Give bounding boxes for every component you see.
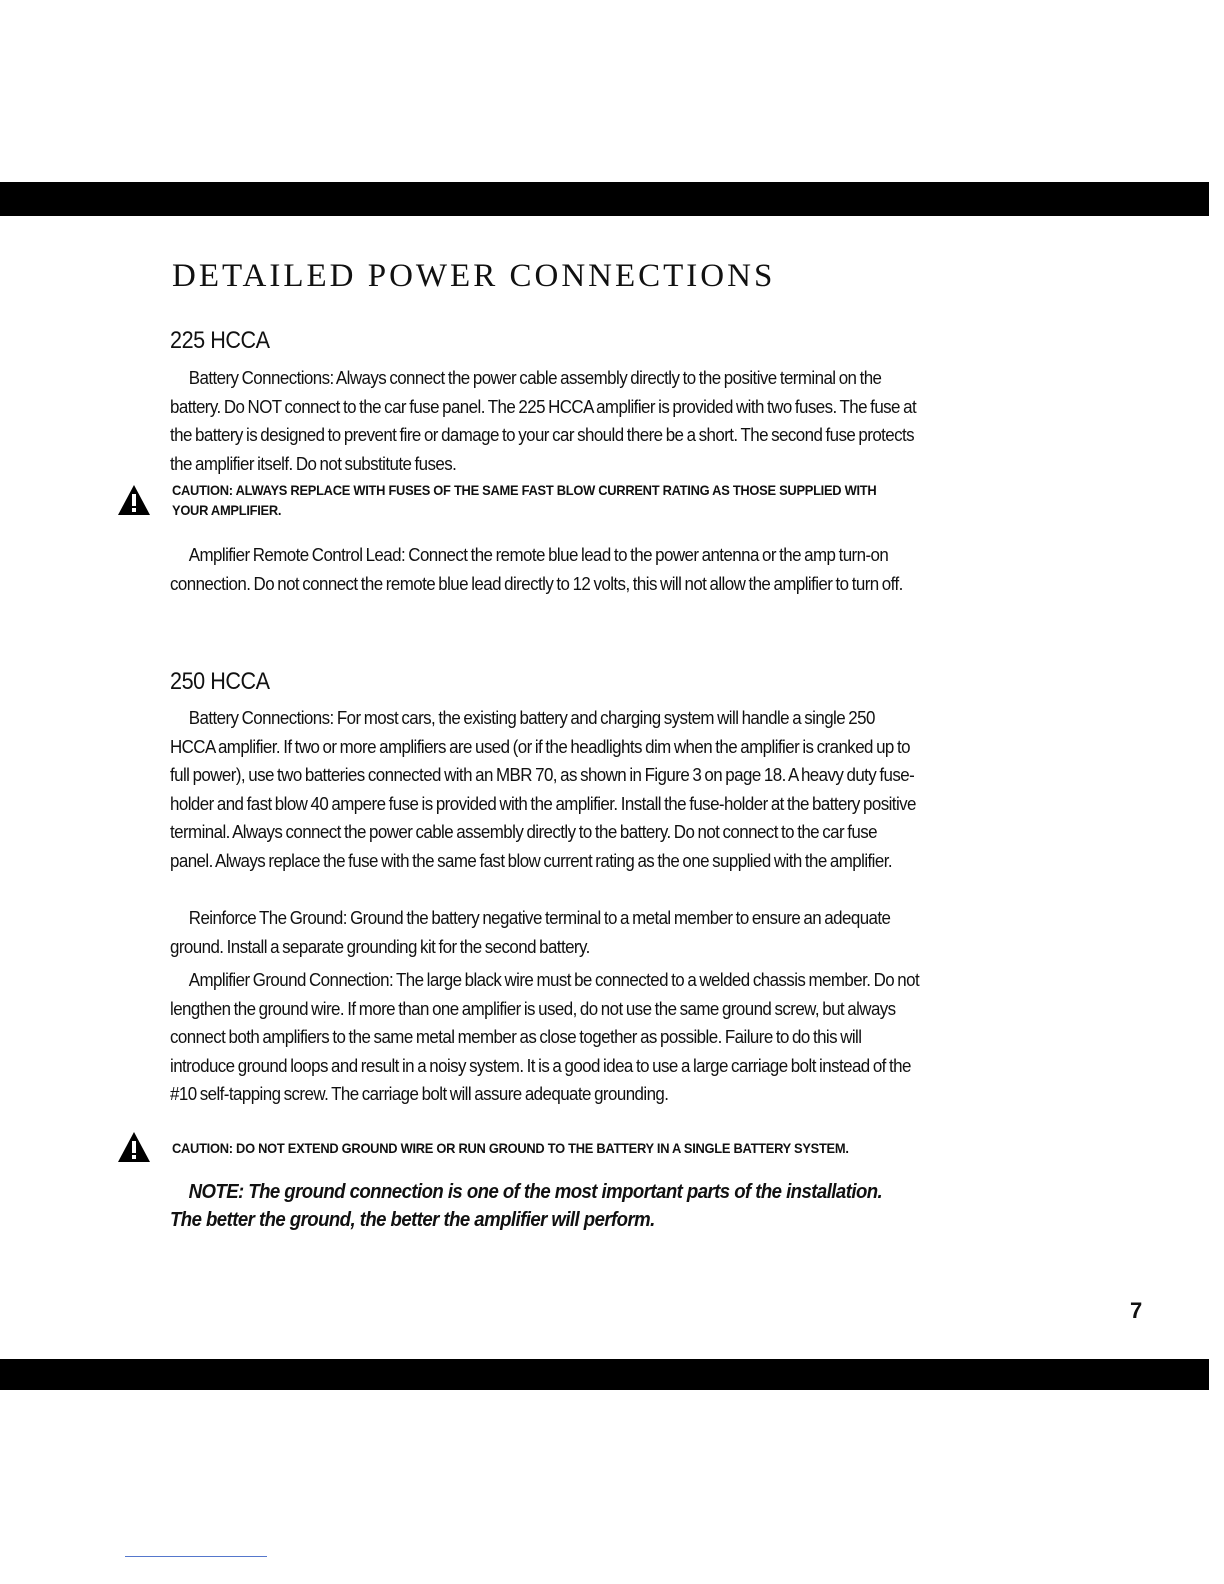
top-black-bar xyxy=(0,182,1209,216)
note-ground-connection: NOTE: The ground connection is one of the most important parts of the installation. The better the ground, the better the amplifier will perform. xyxy=(170,1181,883,1231)
paragraph-250-ground-connection: Amplifier Ground Connection: The large black wire must be connected to a welded chassis member. Do not lengthen the ground wire. If more than one amplifier is used, do not use the same ground screw, but always connect both amplifiers to the same metal member as close together as possible. Failure to do this will introduce ground loops and result in a noisy system. It is a good idea to use a large carriage bolt instead of the #10 self-tapping screw. The carriage bolt will assure adequate grounding. xyxy=(170,970,920,1104)
page-number: 7 xyxy=(1130,1298,1143,1323)
bottom-black-bar xyxy=(0,1359,1209,1390)
paragraph-250-battery-connections: Battery Connections: For most cars, the existing battery and charging system will handle a single 250 HCCA amplifier. If two or more amplifiers are used (or if the headlights dim when the amplifier is cranked up to full power), use two batteries connected with an MBR 70, as shown in Figure 3 on page 18. A heavy duty fuse-holder and fast blow 40 ampere fuse is provided with the amplifier. Install the fuse-holder at the battery positive terminal. Always connect the power cable assembly directly to the battery. Do not connect to the car fuse panel. Always replace the fuse with the same fast blow current rating as the one supplied with the amplifier. xyxy=(170,708,916,871)
warning-triangle-icon xyxy=(117,484,151,516)
warning-triangle-icon xyxy=(117,1131,151,1163)
section-heading-225: 225 HCCA xyxy=(170,327,270,354)
page-title: DETAILED POWER CONNECTIONS xyxy=(172,258,776,294)
paragraph-225-remote-lead: Amplifier Remote Control Lead: Connect the remote blue lead to the power antenna or the amp turn-on connection. Do not connect the remote blue lead directly to 12 volts, this will not allow the amplifier to turn off. xyxy=(170,545,903,594)
section-heading-250: 250 HCCA xyxy=(170,668,270,695)
caution-fuse-replacement: CAUTION: ALWAYS REPLACE WITH FUSES OF THE SAME FAST BLOW CURRENT RATING AS THOSE SUPPLIED WITH YOUR AMPLIFIER. xyxy=(172,482,877,518)
caution-ground-wire: CAUTION: DO NOT EXTEND GROUND WIRE OR RUN GROUND TO THE BATTERY IN A SINGLE BATTERY SYSTEM. xyxy=(172,1140,849,1156)
paragraph-225-battery-connections: Battery Connections: Always connect the power cable assembly directly to the positive terminal on the battery. Do NOT connect to the car fuse panel. The 225 HCCA amplifier is provided with two fuses. The fuse at the battery is designed to prevent fire or damage to your car should there be a short. The second fuse protects the amplifier itself. Do not substitute fuses. xyxy=(170,368,917,474)
footer-divider-line xyxy=(125,1556,267,1557)
paragraph-250-reinforce-ground: Reinforce The Ground: Ground the battery negative terminal to a metal member to ensure an adequate ground. Install a separate grounding kit for the second battery. xyxy=(170,908,891,957)
